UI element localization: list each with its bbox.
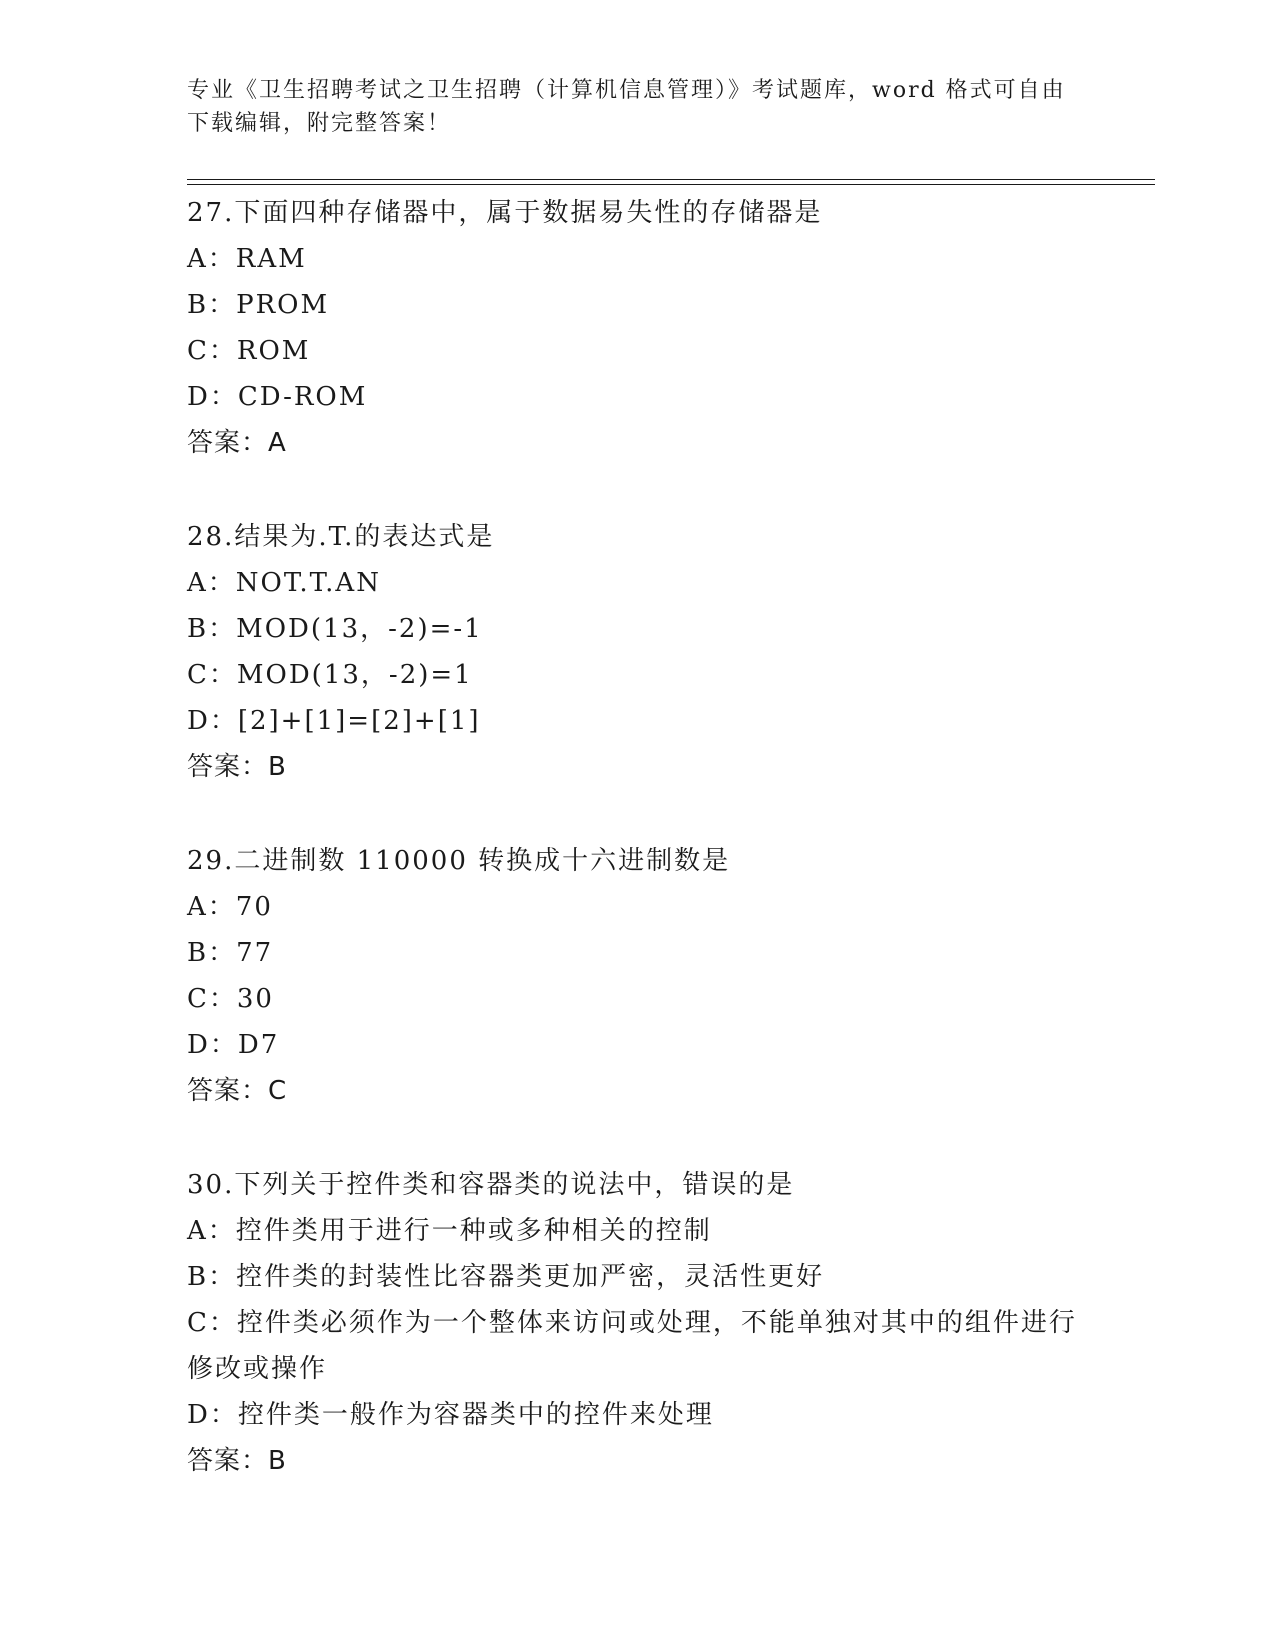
answer-line	[187, 744, 1087, 790]
question-stem: 29.二进制数 110000 转换成十六进制数是	[187, 846, 731, 876]
option-b: B：PROM	[187, 290, 330, 320]
option-b: B：77	[187, 938, 274, 968]
answer-line	[187, 1438, 1087, 1484]
answer-label: 答案：	[187, 1446, 269, 1476]
option-d: D：[2]+[1]=[2]+[1]	[187, 706, 481, 736]
answer-label: 答案：	[187, 428, 269, 458]
option-a: A：RAM	[187, 244, 307, 274]
option-a: A：70	[187, 892, 273, 922]
answer-line	[187, 1068, 1087, 1114]
option-d: D：控件类一般作为容器类中的控件来处理	[187, 1400, 714, 1430]
question-list	[187, 190, 1087, 1532]
document-intro: 专业《卫生招聘考试之卫生招聘（计算机信息管理）》考试题库，word 格式可自由下载编辑，附完整答案！	[187, 78, 1066, 136]
answer-value: A	[268, 428, 287, 458]
answer-label: 答案：	[187, 1076, 269, 1106]
option-c: C：30	[187, 984, 274, 1014]
option-a: A：NOT.T.AN	[187, 568, 381, 598]
header-rule-top	[187, 179, 1155, 180]
option-c: C：控件类必须作为一个整体来访问或处理，不能单独对其中的组件进行修改或操作	[187, 1308, 1077, 1384]
answer-label: 答案：	[187, 752, 269, 782]
question-stem: 30.下列关于控件类和容器类的说法中，错误的是	[187, 1170, 795, 1200]
header-rule-bottom	[187, 184, 1155, 185]
option-d: D：D7	[187, 1030, 280, 1060]
answer-value: B	[268, 752, 287, 782]
option-b: B：控件类的封装性比容器类更加严密，灵活性更好	[187, 1262, 825, 1292]
answer-line	[187, 420, 1087, 466]
question-27	[187, 190, 1087, 466]
question-stem: 27.下面四种存储器中，属于数据易失性的存储器是	[187, 198, 823, 228]
option-c: C：MOD(13，-2)=1	[187, 660, 473, 690]
answer-value: B	[268, 1446, 287, 1476]
question-28	[187, 514, 1087, 790]
option-d: D：CD-ROM	[187, 382, 368, 412]
answer-value: C	[268, 1076, 288, 1106]
question-30	[187, 1162, 1087, 1484]
option-a: A：控件类用于进行一种或多种相关的控制	[187, 1216, 712, 1246]
option-c: C：ROM	[187, 336, 311, 366]
question-stem: 28.结果为.T.的表达式是	[187, 522, 495, 552]
option-b: B：MOD(13，-2)=-1	[187, 614, 483, 644]
question-29	[187, 838, 1087, 1114]
